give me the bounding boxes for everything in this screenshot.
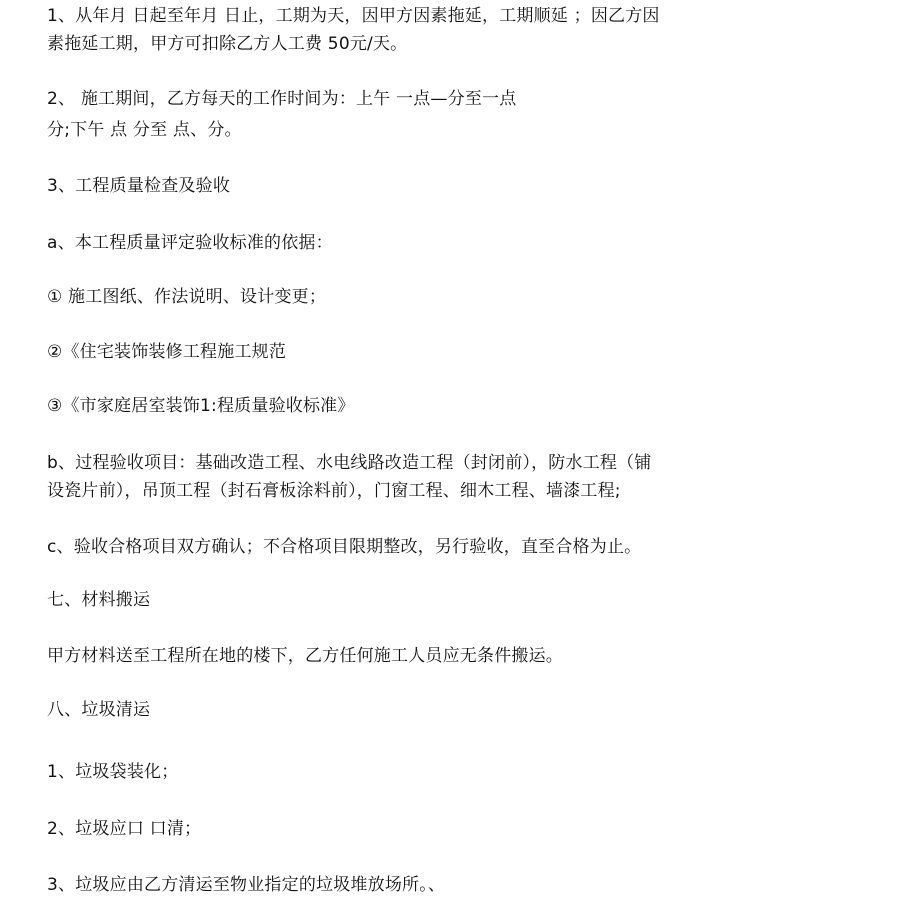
- section-heading-materials: 七、材料搬运: [47, 590, 151, 610]
- list-item-3: ③《市家庭居室装饰1:程质量验收标准》: [47, 396, 355, 416]
- list-item-2: ②《住宅装饰装修工程施工规范: [47, 342, 287, 362]
- section-heading-quality: 3、工程质量检查及验收: [47, 176, 231, 196]
- list-item-garbage-1: 1、垃圾袋装化；: [47, 762, 179, 782]
- text-line-2: 素拖延工期，甲方可扣除乙方人工费 50元/天。: [47, 34, 408, 54]
- list-item-garbage-3: 3、垃圾应由乙方清运至物业指定的垃圾堆放场所。、: [47, 875, 446, 895]
- text-line-4: 分;下午 点 分至 点、分。: [47, 120, 242, 140]
- list-item-1: ① 施工图纸、作法说明、设计变更；: [47, 287, 327, 307]
- list-item-garbage-2: 2、垃圾应口 口清；: [47, 819, 202, 839]
- text-line-14: 甲方材料送至工程所在地的楼下，乙方任何施工人员应无条件搬运。: [47, 646, 563, 666]
- text-line-10: b、过程验收项目：基础改造工程、水电线路改造工程（封闭前），防水工程（铺: [47, 453, 652, 473]
- text-line-11: 设瓷片前），吊顶工程（封石膏板涂料前），门窗工程、细木工程、墙漆工程;: [47, 481, 621, 501]
- section-heading-garbage: 八、垃圾清运: [47, 700, 151, 720]
- text-line-12: c、验收合格项目双方确认；不合格项目限期整改，另行验收，直至合格为止。: [47, 537, 642, 557]
- text-line-6: a、本工程质量评定验收标准的依据：: [47, 233, 333, 253]
- text-line-3: 2、 施工期间，乙方每天的工作时间为：上午 一点—分至一点: [47, 89, 517, 109]
- text-line-1: 1、从年月 日起至年月 日止，工期为天，因甲方因素拖延，工期顺延 ；因乙方因: [47, 6, 660, 26]
